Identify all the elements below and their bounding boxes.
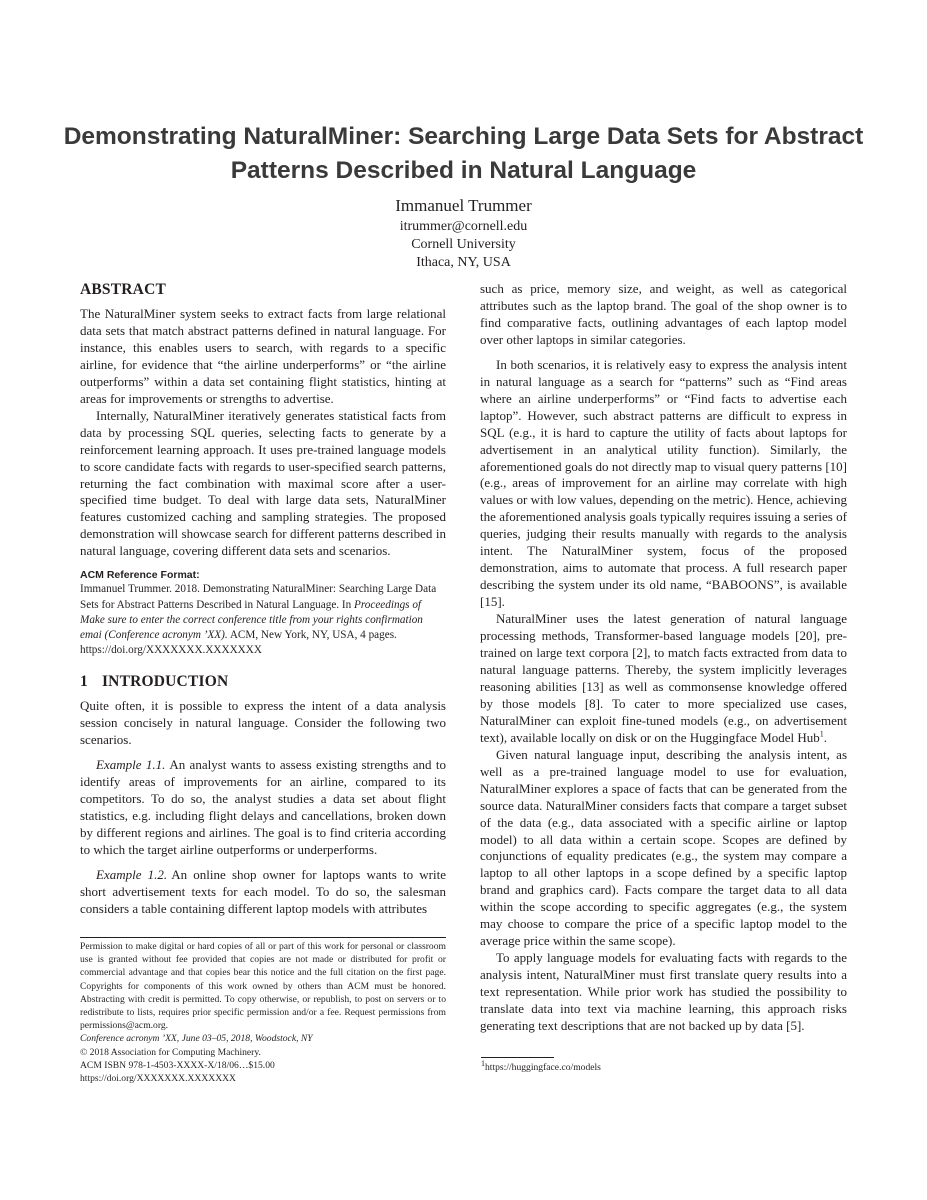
intro-paragraph-1: Quite often, it is possible to express the intent of a data analysis session concisely in natural language. Consider the following two scenarios. xyxy=(80,698,446,748)
section-number: 1 xyxy=(80,673,88,691)
footnote-number: 1 xyxy=(481,1058,485,1068)
right-paragraph-2-text: NaturalMiner uses the latest generation of natural language processing methods, Transformer-based language models [20], pre-trained on large text corpora [2], to match facts extracted from data to natural language patterns. Thereby, the system implicitly leverages reasoning abilities [13] as well as commonsense knowledge offered by those models [8]. To cater to more specialized use cases, NaturalMiner can exploit fine-tuned models (e.g., on advertisement text), available locally on disk or on the Huggingface Model Hub xyxy=(480,611,847,745)
baboons-name: BABOONS xyxy=(711,577,774,593)
left-column xyxy=(80,280,446,918)
example-1-1-label: Example 1.1. xyxy=(96,757,166,773)
author-affiliation: Cornell University xyxy=(411,237,516,252)
copyright-line: © 2018 Association for Computing Machinery. xyxy=(80,1046,261,1058)
example-1-1-text: An analyst wants to assess existing strengths and to identify areas of improvements for an airline, compared to its competitors. To do so, the analyst studies a data set about flight statistics, e.g. including flight delays and cancellations, broken down by different regions and airlines. The goal is to find criteria according to which the target airline outperforms or underperforms. xyxy=(80,757,446,857)
right-paragraph-1-part-a: In both scenarios, it is relatively easy to express the analysis intent in natural language as a search for “patterns” such as “Find areas where an airline underperforms” or “Find facts to advertise each laptop”. However, such abstract patterns are difficult to express in SQL (e.g., it is hard to capture the utility of facts about laptops for advertisement in an analytical utility function). Similarly, the aforementioned goals do not directly map to visual query patterns [10] (e.g., areas of improvement for an airline may correlate with high values or with low values, depending on the metric). Hence, achieving the aforementioned analysis goals typically requires issuing a series of queries, judging their results manually with regards to the analysis intent. The NaturalMiner system, focus of the proposed demonstration, aims to automate that process. A full research paper describing the system under its old name, “ xyxy=(480,356,847,593)
permission-block xyxy=(80,940,446,1085)
abstract-heading: ABSTRACT xyxy=(80,281,167,298)
footnote-divider xyxy=(481,1057,554,1058)
author-name: Immanuel Trummer xyxy=(395,196,532,215)
permission-divider xyxy=(80,937,446,938)
acm-reference-part-a: Immanuel Trummer. 2018. Demonstrating NaturalMiner: Searching Large Data Sets for Abstract Patterns Described in Natural Language. In xyxy=(80,583,437,611)
abstract-paragraph-2: Internally, NaturalMiner iteratively generates statistical facts from data by processing SQL queries, selecting facts to generate by a reinforcement learning approach. It uses pre-trained language models to score candidate facts with regards to user-specified search patterns, returning the fact combination with maximal score after a user-specified time budget. To deal with large data sets, NaturalMiner features customized caching and sampling strategies. The proposed demonstration will showcase search for different patterns described in natural language, covering different data sets and scenarios. xyxy=(80,407,446,559)
right-paragraph-2 xyxy=(480,611,847,747)
author-email[interactable]: itrummer@cornell.edu xyxy=(399,219,528,234)
right-paragraph-1 xyxy=(480,357,847,611)
acm-reference-part-b[interactable]: ACM, New York, NY, USA, 4 pages. https://doi.org/XXXXXXX.XXXXXXX xyxy=(80,628,397,657)
acm-reference-proceedings: Proceedings of Make sure to enter the correct conference title from your rights confirmation emai (Conference acronym ’XX). xyxy=(80,598,423,641)
example-1-2 xyxy=(80,867,446,918)
footnote-url[interactable]: https://huggingface.co/models xyxy=(485,1062,601,1073)
right-paragraph-1-part-b: ”, is available [15]. xyxy=(480,577,848,610)
right-paragraph-4: To apply language models for evaluating facts with regards to the analysis intent, NaturalMiner must first translate query results into a text representation. While prior work has studied the possibility to translate data into text via machine learning, this approach risks generating text descriptions that are not backed up by data [5]. xyxy=(480,950,847,1033)
abstract-paragraph-1: The NaturalMiner system seeks to extract facts from large relational data sets that match abstract patterns defined in natural language. For instance, this enables users to search, with regards to a specific airline, for evidence that “the airline underperforms” or “the airline outperforms” within a data set containing flight statistics, hinting at areas for improvements or strengths to advertise. xyxy=(80,306,446,406)
right-paragraph-3: Given natural language input, describing the analysis intent, as well as a pre-trained language model to use for evaluation, NaturalMiner explores a space of facts that can be generated from the source data. NaturalMiner considers facts that compare a target subset of the data (e.g., data associated with a specific airline or laptop model) to all data within a certain scope. Scopes are defined by conjunctions of equality predicates (e.g., the system may compare a laptop to all other laptops in a scope defined by a specific laptop brand and graphics card). Facts compare the target data to all data within the scope according to specific aggregates (e.g., the system may choose to compare the price of a specific laptop model to the average price within the same scope). xyxy=(480,746,847,949)
acm-reference-heading: ACM Reference Format: xyxy=(80,569,200,582)
isbn-line: ACM ISBN 978-1-4503-XXXX-X/18/06…$15.00 xyxy=(80,1059,275,1071)
doi-line[interactable]: https://doi.org/XXXXXXX.XXXXXXX xyxy=(80,1073,236,1085)
example-1-2-text: An online shop owner for laptops wants to write short advertisement texts for each model. To do so, the salesman considers a table containing different laptop models with attributes xyxy=(80,866,447,916)
footnote xyxy=(481,1058,601,1074)
example-1-1 xyxy=(80,757,446,859)
conference-line: Conference acronym ’XX, June 03–05, 2018, Woodstock, NY xyxy=(80,1033,313,1045)
paper-title: Demonstrating NaturalMiner: Searching Large Data Sets for Abstract Patterns Described in Natural Language xyxy=(63,123,864,184)
right-paragraph-2-end: . xyxy=(823,729,827,745)
permission-text: Permission to make digital or hard copies of all or part of this work for personal or classroom use is granted without fee provided that copies are not made or distributed for profit or commercial advantage and that copies bear this notice and the full citation on the first page. Copyrights for components of this work owned by others than ACM must be honored. Abstracting with credit is permitted. To copy otherwise, or republish, to post on servers or to redistribute to lists, requires prior specific permission and/or a fee. Request permissions from permissions@acm.org. xyxy=(80,941,446,1032)
right-column xyxy=(480,281,847,1035)
section-title: INTRODUCTION xyxy=(101,673,229,691)
right-paragraph-0: such as price, memory size, and weight, as well as categorical attributes such as the laptop brand. The goal of the shop owner is to find comparative facts, outlining advantages of each laptop model over other laptops in similar categories. xyxy=(480,281,847,347)
acm-reference-text xyxy=(80,582,446,658)
introduction-heading xyxy=(80,672,446,692)
example-1-2-label: Example 1.2. xyxy=(96,866,168,882)
footnote-marker[interactable]: 1 xyxy=(819,729,824,739)
author-location: Ithaca, NY, USA xyxy=(416,255,511,270)
